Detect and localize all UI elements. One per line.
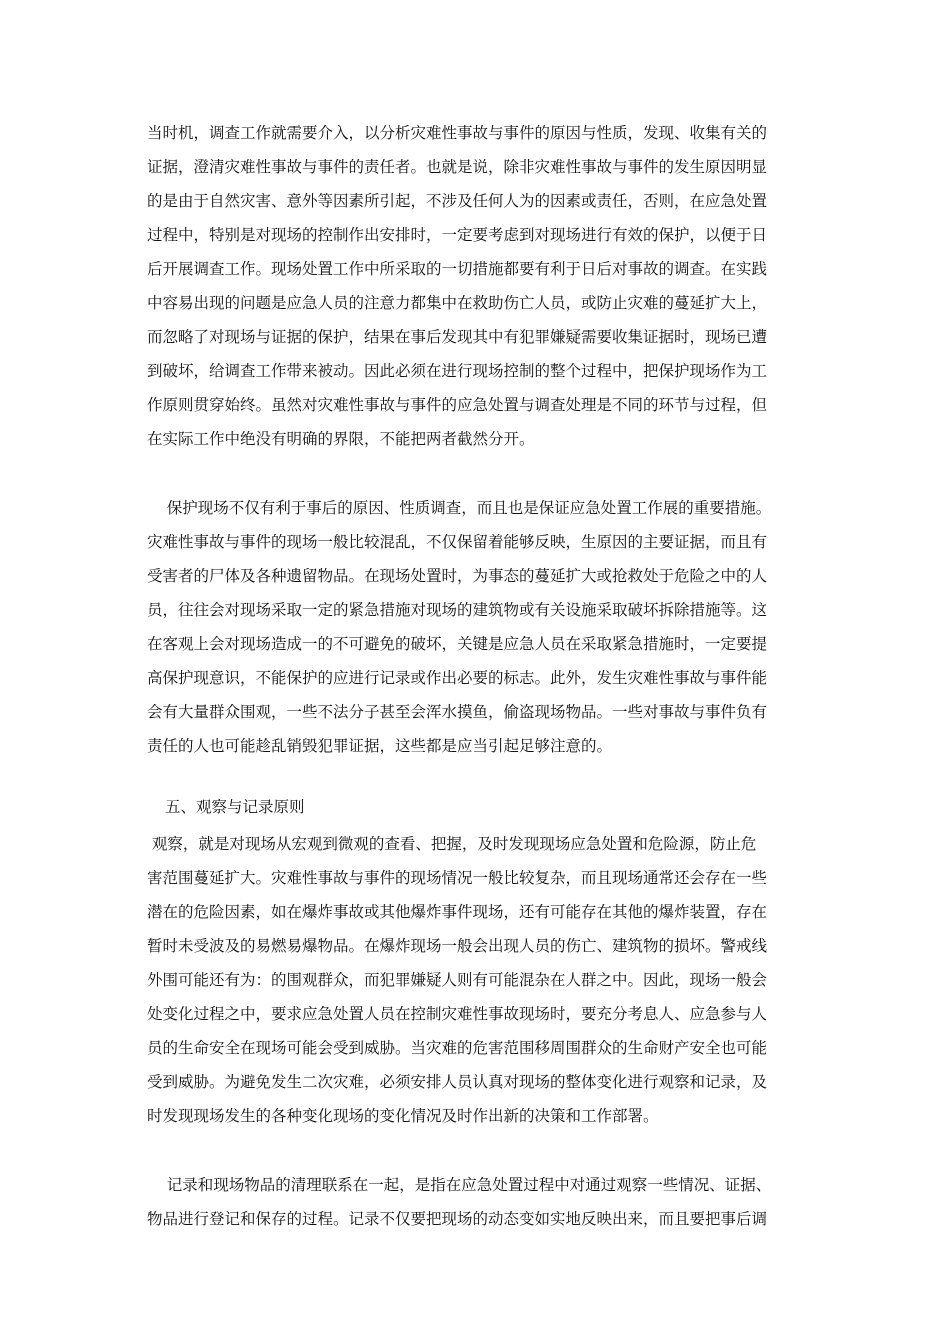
- text-line: 受害者的尸体及各种遗留物品。在现场处置时，为事态的蔓延扩大或抢救处于危险之中的人: [147, 567, 768, 585]
- text-line: 中容易出现的问题是应急人员的注意力都集中在救助伤亡人员，或防止灾难的蔓延扩大上，: [147, 294, 768, 312]
- text-line: 作原则贯穿始终。虽然对灾难性事故与事件的应急处置与调查处理是不同的环节与过程，但: [147, 396, 768, 414]
- paragraph-1: [147, 116, 807, 456]
- text-line: 员，往往会对现场采取一定的紧急措施对现场的建筑物或有关设施采取破坏拆除措施等。这: [147, 601, 768, 619]
- text-line: 外围可能还有为：的围观群众，而犯罪嫌疑人则有可能混杂在人群之中。因此，现场一般会: [147, 971, 768, 989]
- text-line: 观察，就是对现场从宏观到微观的查看、把握，及时发现现场应急处置和危险源，防止危: [147, 835, 757, 853]
- text-line: 过程中，特别是对现场的控制作出安排时，一定要考虑到对现场进行有效的保护，以便于日: [147, 226, 768, 244]
- text-line: 物品进行登记和保存的过程。记录不仅要把现场的动态变如实地反映出来，而且要把事后调: [147, 1210, 768, 1228]
- text-line: 当时机，调查工作就需要介入，以分析灾难性事故与事件的原因与性质，发现、收集有关的: [147, 124, 768, 142]
- paragraph-2: [147, 491, 807, 763]
- text-line: 处变化过程之中，要求应急处置人员在控制灾难性事故现场时，要充分考息人、应急参与人: [147, 1005, 768, 1023]
- text-line: 记录和现场物品的清理联系在一起，是指在应急处置过程中对通过观察一些情况、证据、: [147, 1176, 772, 1194]
- text-line: 后开展调查工作。现场处置工作中所采取的一切措施都要有利于日后对事故的调查。在实践: [147, 260, 768, 278]
- text-line: 的是由于自然灾害、意外等因素所引起，不涉及任何人为的因素或责任，否则，在应急处置: [147, 192, 768, 210]
- text-line: 受到威胁。为避免发生二次灾难，必须安排人员认真对现场的整体变化进行观察和记录，及: [147, 1073, 768, 1091]
- text-line: 证据，澄清灾难性事故与事件的责任者。也就是说，除非灾难性事故与事件的发生原因明显: [147, 158, 768, 176]
- text-line: 害范围蔓延扩大。灾难性事故与事件的现场情况一般比较复杂，而且现场通常还会存在一些: [147, 869, 768, 887]
- text-line: 时发现现场发生的各种变化现场的变化情况及时作出新的决策和工作部署。: [147, 1107, 659, 1125]
- paragraph-3: [147, 827, 807, 1133]
- text-line: 在实际工作中绝没有明确的界限，不能把两者截然分开。: [147, 430, 535, 448]
- text-line: 暂时未受波及的易燃易爆物品。在爆炸现场一般会出现人员的伤亡、建筑物的损坏。警戒线: [147, 937, 768, 955]
- text-line: 在客观上会对现场造成一的不可避免的破坏，关键是应急人员在采取紧急措施时，一定要提: [147, 635, 768, 653]
- text-line: 潜在的危险因素，如在爆炸事故或其他爆炸事件现场，还有可能存在其他的爆炸装置，存在: [147, 903, 768, 921]
- text-line: 高保护现意识，不能保护的应进行记录或作出必要的标志。此外，发生灾难性事故与事件能: [147, 669, 768, 687]
- paragraph-4: [147, 1168, 807, 1236]
- text-line: 保护现场不仅有利于事后的原因、性质调查，而且也是保证应急处置工作展的重要措施。: [147, 499, 772, 517]
- text-line: 会有大量群众围观，一些不法分子甚至会浑水摸鱼，偷盗现场物品。一些对事故与事件负有: [147, 703, 768, 721]
- text-line: 而忽略了对现场与证据的保护，结果在事后发现其中有犯罪嫌疑需要收集证据时，现场已遭: [147, 328, 768, 346]
- text-line: 到破坏，给调查工作带来被动。因此必须在进行现场控制的整个过程中，把保护现场作为工: [147, 362, 768, 380]
- text-line: 员的生命安全在现场可能会受到威胁。当灾难的危害范围移周围群众的生命财产安全也可能: [147, 1039, 768, 1057]
- text-line: 灾难性事故与事件的现场一般比较混乱，不仅保留着能够反映，生原因的主要证据，而且有: [147, 533, 768, 551]
- text-line: 责任的人也可能趁乱销毁犯罪证据，这些都是应当引起足够注意的。: [147, 737, 613, 755]
- section-heading: 五、观察与记录原则: [165, 798, 305, 816]
